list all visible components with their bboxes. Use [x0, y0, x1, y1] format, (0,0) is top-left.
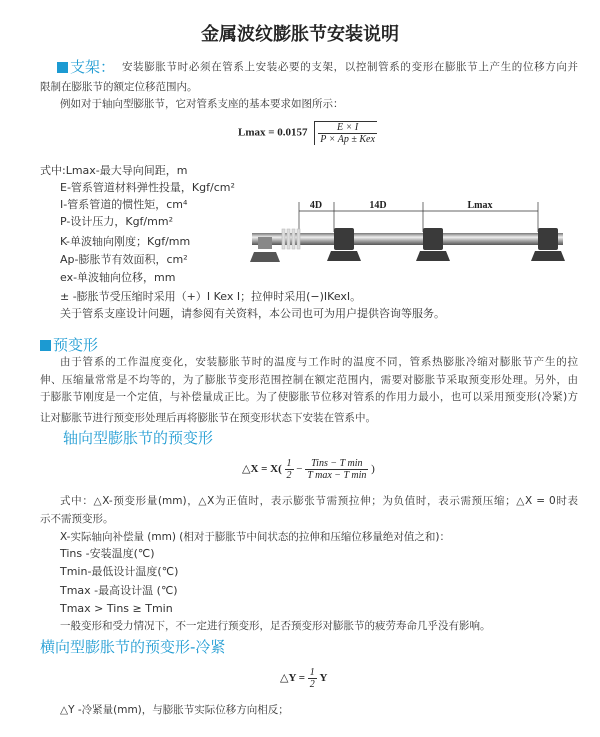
formula-denominator: P × Ap ± Kex — [320, 134, 375, 145]
formula-lhs: Lmax = 0.0157 — [238, 126, 308, 139]
formula-denominator: T max − T min — [307, 470, 367, 481]
square-bullet-icon — [40, 340, 51, 351]
delta-y-formula — [280, 667, 327, 690]
square-bullet-icon — [57, 62, 68, 73]
axial-heading: 轴向型膨胀节的预变形 — [63, 429, 214, 447]
delta-x-formula — [242, 458, 375, 481]
formula-numerator: 1 — [286, 458, 292, 469]
formula-close: ) — [371, 463, 375, 476]
formula-lhs: △X = X( — [242, 463, 282, 476]
support-heading-text: 支架： — [70, 58, 116, 76]
axial-line: Tmax > Tins ≥ Tmin — [60, 602, 173, 615]
axial-line: Tins -安装温度(℃) — [60, 547, 155, 560]
support-heading — [57, 56, 115, 77]
definition-item: E-管系管道材料弹性投量，Kgf/cm² — [60, 181, 235, 194]
predeform-line: 伸、压缩量常常是不均等的，为了膨胀节变形范围控制在额定范围内，需要对膨胀节采取预变形处理。另外，由 — [40, 374, 578, 386]
support-paragraph-line: 安装膨胀节时必须在管系上安装必要的支架，以控制管系的变形在膨胀节上产生的位移方向并 — [122, 61, 578, 73]
formula-numerator: 1 — [309, 667, 315, 678]
axial-line: 示不需预变形。 — [40, 513, 114, 525]
definition-item: ± -膨胀节受压缩时采用（+）I Kex I；拉伸时采用(−)IKexI。 — [60, 290, 362, 303]
formula-numerator: E × I — [318, 122, 377, 134]
page-title: 金属波纹膨胀节安装说明 — [201, 24, 399, 45]
definition-item: Ap-膨胀节有效面积，cm² — [60, 253, 188, 266]
minus-sign: − — [296, 463, 303, 476]
support-paragraph-line: 限制在膨胀节的额定位移范围内。 — [40, 81, 198, 93]
predeform-heading — [40, 334, 98, 355]
formula-denominator: 2 — [286, 470, 292, 481]
lateral-heading: 横向型膨胀节的预变形-冷紧 — [40, 638, 226, 656]
formula-numerator: Tins − T min — [305, 458, 368, 470]
formula-rhs: Y — [319, 672, 328, 685]
axial-line: 式中：△X-预变形量(mm)，△X为正值时，表示膨张节需预拉伸；为负值时，表示需预压缩；△X = 0时表 — [60, 495, 578, 507]
predeform-line: 让对膨胀节进行预变形处理后再将膨胀节在预变形状态下安装在管系中。 — [40, 412, 376, 424]
definition-item: I-管系管道的惯性矩，cm⁴ — [60, 198, 188, 211]
axial-line: 一般变形和受力情况下，不一定进行预变形，足否预变形对膨胀节的疲劳寿命几乎没有影响。 — [60, 620, 491, 632]
dim-label-4d: 4D — [309, 200, 323, 211]
axial-line: X-实际轴向补偿量 (mm) (相对于膨胀节中间状态的拉伸和压缩位移量绝对值之和)： — [60, 531, 450, 543]
sqrt-sign — [314, 121, 377, 145]
formula-lhs: △Y = — [280, 672, 306, 685]
definition-item: 式中:Lmax-最大导向间距，m — [40, 164, 188, 177]
dim-label-14d: 14D — [369, 200, 387, 211]
axial-line: Tmax -最高设计温 (℃) — [60, 584, 178, 597]
formula-denominator: 2 — [309, 679, 315, 690]
definition-item: K-单波轴向刚度；Kgf/mm — [60, 235, 191, 248]
lateral-desc: △Y -冷紧量(mm)，与膨胀节实际位移方向相反； — [60, 704, 289, 716]
predeform-line: 由于管系的工作温度变化，安装膨胀节时的温度与工作时的温度不同，管系热膨胀冷缩对膨胀节产生的拉 — [60, 356, 578, 368]
pipe-support-diagram — [245, 195, 570, 265]
definition-item: 关于管系支座设计问题，请参阅有关资料，本公司也可为用户提供咨询等服务。 — [60, 307, 445, 320]
lmax-formula — [238, 121, 377, 145]
predeform-heading-text: 预变形 — [53, 336, 99, 354]
support-example: 例如对于轴向型膨胀节，它对管系支座的基本要求如图所示： — [60, 98, 344, 110]
definition-item: P-设计压力，Kgf/mm² — [60, 215, 173, 228]
dim-label-lmax: Lmax — [467, 200, 493, 211]
predeform-line: 于膨胀节刚度是一个定值，与补偿量成正比。为了使膨胀节位移对管系的作用力最小，也可以采用预变形(冷紧)方 — [40, 391, 578, 403]
axial-line: Tmin-最低设计温度(℃) — [60, 565, 179, 578]
definition-item: ex-单波轴向位移，mm — [60, 271, 176, 284]
